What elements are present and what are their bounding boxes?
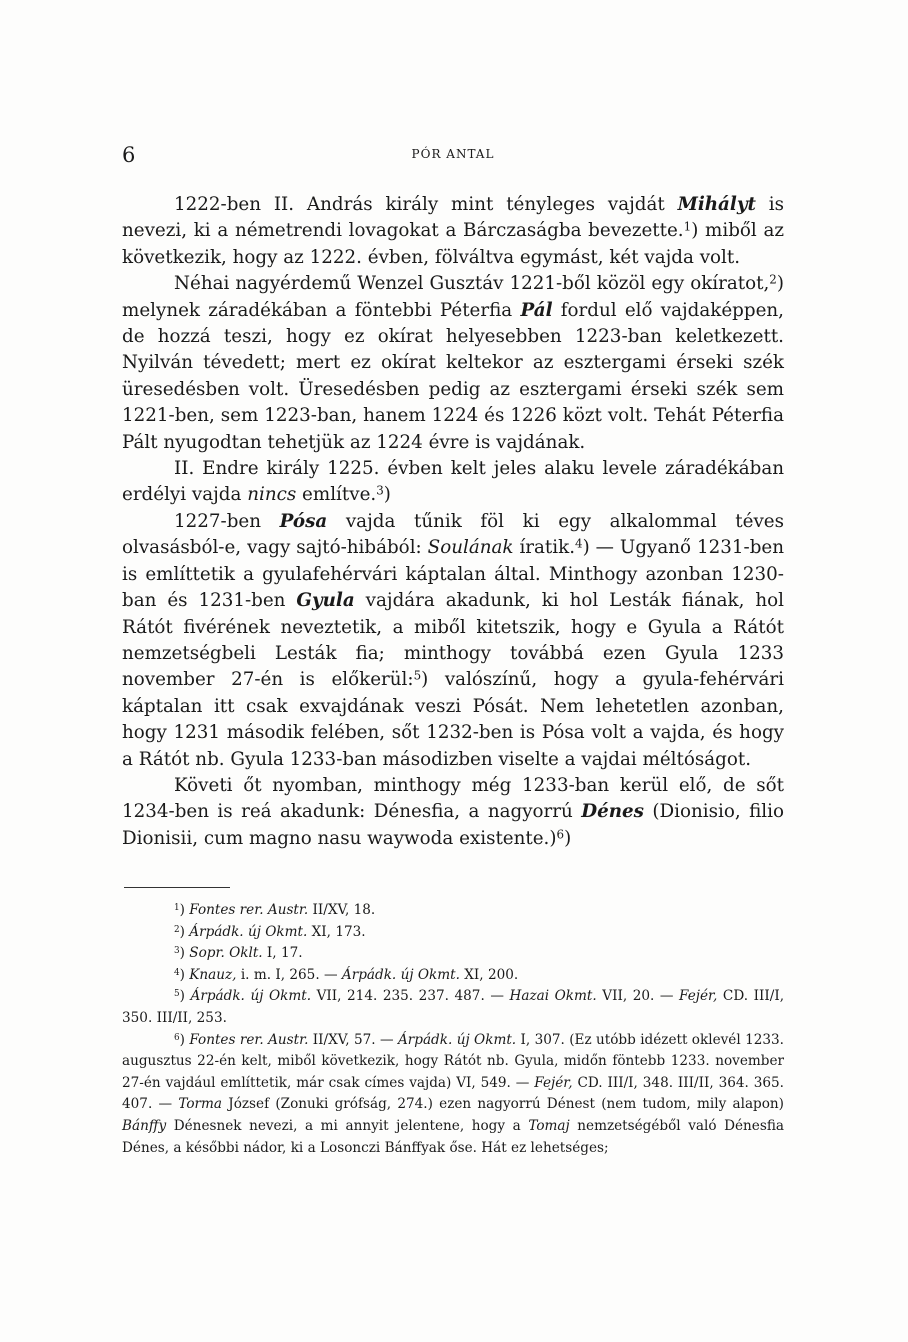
citation-title: Sopr. Oklt. [189, 945, 263, 962]
citation-ref: Dénesnek nevezi, a mi annyit jelentene, hogy a [166, 1117, 529, 1134]
footnote-1: $^1$) Fontes rer. Austr. II/XV, 18. [174, 902, 376, 918]
page-header [122, 143, 784, 167]
footnote-number: 6 [174, 1032, 180, 1043]
footnote-divider [124, 887, 230, 888]
footnote-number: 4 [174, 967, 180, 978]
citation-title: Fontes rer. Austr. [189, 902, 309, 918]
citation-title: Hazai Okmt. [509, 988, 597, 1005]
text-run: vajdára akadunk, ki hol Lesták fiának, hol Rátót fivérének neveztetik, a miből kitetszik, hogy e Gyula a Rátót nemzetségbeli Lesták fia; minthogy továbbá ezen Gyula 1233 november 27-én is előkerül: [122, 590, 784, 691]
citation-title: Fejér, [679, 988, 718, 1005]
paragraph-3 [122, 456, 784, 509]
citation-ref: II/XV, 18. [308, 902, 376, 918]
paragraph-1 [122, 192, 784, 271]
paragraph-2 [122, 271, 784, 456]
footnote-5: $^5$) Árpádk. új Okmt. VII, 214. 235. 237. 487. — Hazai Okmt. VII, 20. — Fejér, CD. III/I, 350. III/II, 253. [122, 988, 785, 1026]
citation-ref: József (Zonuki grófság, 274.) ezen nagyorrú Dénest (nem tudom, mily alapon) [222, 1096, 784, 1113]
citation-ref: CD. III/I, 348. III/II, 364. 365. 407. — [122, 1074, 784, 1113]
name-gyula: Gyula [296, 590, 355, 612]
footnote-ref-4: 4 [575, 536, 583, 551]
text-run: 1227-ben [174, 510, 280, 532]
citation-title: Fejér, [534, 1074, 573, 1091]
text-run: említve. [296, 484, 377, 506]
footnote-ref-3: 3 [376, 484, 384, 499]
citation-title: Tomaj [528, 1117, 570, 1134]
text-run: íratik. [513, 537, 576, 559]
text-run: ) valószínű, hogy a gyula-fehérvári káptalan itt csak exvajdának veszi Pósát. Nem lehetetlen azonban, hogy 1231 második felében, sőt 1232-ben is Pósa volt a vajda, és hogy a Rátót nb. Gyula 1233-ban másodizben viselte a vajdai méltóságot. [122, 669, 785, 770]
main-text [122, 192, 784, 852]
footnote-3: $^3$) Sopr. Oklt. I, 17. [174, 945, 303, 962]
citation-title: Árpádk. új Okmt. [189, 923, 308, 940]
text-run: (Dionisio, filio Dionisii, cum magno nasu waywoda existente.) [122, 801, 785, 849]
text-run: ) miből az következik, hogy az 1222. évben, fölváltva egymást, két vajda volt. [122, 220, 784, 268]
text-run: fordul elő vajdaképpen, de hozzá teszi, hogy ez okírat helyesebben 1223-ban keletkezett. Nyilván tévedett; mert ez okírat keltekor az esztergami érseki szék üresedésben volt. Üresedésben pedig az esztergami érseki szék sem 1221-ben, sem 1223-ban, hanem 1224 és 1226 közt volt. Tehát Péterfia Pált nyugodtan tehetjük az 1224 évre is vajdának. [122, 299, 784, 453]
text-run: vajda tűnik föl ki egy alkalommal téves olvasásból-e, vagy sajtó-hibából: [122, 510, 784, 559]
text-run: ) — Ugyanő 1231-ben is említtetik a gyulafehérvári káptalan által. Minthogy azonban 1230-ban és 1231-ben [122, 537, 784, 612]
footnote-6: $^6$) Fontes rer. Austr. II/XV, 57. — Árpádk. új Okmt. I, 307. (Ez utóbb idézett oklevél 1233. augusztus 22-én kelt, miből következik, hogy Rátót nb. Gyula, midőn föntebb 1233. november 27-én vajdául említtetik, már csak címes vajda) VI, 549. — Fejér, CD. III/I, 348. III/II, 364. 365. 407. — Torma József (Zonuki grófság, 274.) ezen nagyorrú Dénest (nem tudom, mily alapon) Bánffy Dénesnek nevezi, a mi annyit jelentene, hogy a Tomaj nemzetségéből való Dénesfia Dénes, a későbbi nádor, ki a Losonczi Bánffyak őse. Hát ez lehetséges; [122, 1031, 784, 1156]
name-pal: Pál [520, 299, 553, 321]
footnote-ref-5: 5 [413, 668, 422, 683]
footnote-number: 5 [174, 989, 180, 1000]
footnote-ref-1: 1 [683, 220, 692, 235]
citation-title: Árpádk. új Okmt. [190, 988, 312, 1005]
name-posa: Pósa [279, 510, 328, 532]
citation-ref: XI, 173. [307, 923, 366, 940]
text-run: ) [383, 484, 391, 506]
footnote-ref-6: 6 [556, 827, 565, 842]
paragraph-4 [122, 509, 784, 773]
citation-ref: nemzetségéből való Dénesfia Dénes, a későbbi nádor, ki a Losonczi Bánffyak őse. Hát ez lehetséges; [122, 1117, 784, 1156]
citation-ref: II/XV, 57. — [308, 1031, 398, 1048]
footnote-2: $^2$) Árpádk. új Okmt. XI, 173. [174, 923, 366, 940]
footnote-number: 2 [174, 924, 180, 935]
footnote-4: $^4$) Knauz, i. m. I, 265. — Árpádk. új Okmt. XI, 200. [174, 966, 519, 983]
citation-ref: VII, 20. — [596, 988, 674, 1005]
citation-ref: XI, 200. [459, 966, 519, 983]
footnote-ref-2: 2 [769, 272, 777, 287]
name-mihaly: Mihályt [677, 194, 756, 215]
footnotes [122, 900, 784, 1159]
page-number: 6 [122, 143, 136, 167]
citation-ref: I, 307. (Ez utóbb idézett oklevél 1233. augusztus 22-én kelt, miből következik, hogy Rátót nb. Gyula, midőn föntebb 1233. november 27-én vajdául említtetik, már csak címes vajda) VI, 549. — [122, 1031, 784, 1091]
paragraph-5 [122, 773, 784, 852]
citation-title: Torma [178, 1096, 223, 1113]
emphasis-nincs: nincs [247, 484, 297, 506]
text-run: Követi őt nyomban, minthogy még 1233-ban kerül elő, de sőt 1234-ben is reá akadunk: Dénesfia, a nagyorrú [122, 774, 784, 823]
text-run: ) melynek záradékában a föntebbi Péterfia [122, 273, 784, 321]
running-head: PÓR ANTAL [411, 147, 495, 161]
citation-ref: I, 17. [262, 945, 303, 962]
citation-title: Knauz, [189, 966, 237, 983]
citation-ref: CD. III/I, 350. III/II, 253. [122, 988, 785, 1026]
footnote-number: 1 [174, 903, 180, 914]
text-run: ) [564, 827, 572, 849]
citation-title: Fontes rer. Austr. [189, 1031, 309, 1048]
footnote-number: 3 [174, 946, 180, 957]
text-run: Néhai nagyérdemű Wenzel Gusztáv 1221-ből közöl egy okíratot, [174, 273, 770, 295]
emphasis-soulanak: Soulának [427, 537, 514, 559]
citation-title: Bánffy [122, 1117, 167, 1134]
text-run: II. Endre király 1225. évben kelt jeles alaku levele záradékában erdélyi vajda [122, 458, 784, 506]
citation-title: Árpádk. új Okmt. [397, 1031, 517, 1048]
citation-ref: i. m. I, 265. — [236, 966, 342, 983]
citation-title: Árpádk. új Okmt. [341, 966, 460, 983]
text-run: 1222-ben II. András király mint tényleges vajdát [174, 194, 678, 215]
citation-ref: VII, 214. 235. 237. 487. — [311, 988, 510, 1005]
text-run: is nevezi, ki a németrendi lovagokat a Bárczaságba bevezette. [122, 194, 784, 242]
name-denes: Dénes [581, 801, 644, 823]
